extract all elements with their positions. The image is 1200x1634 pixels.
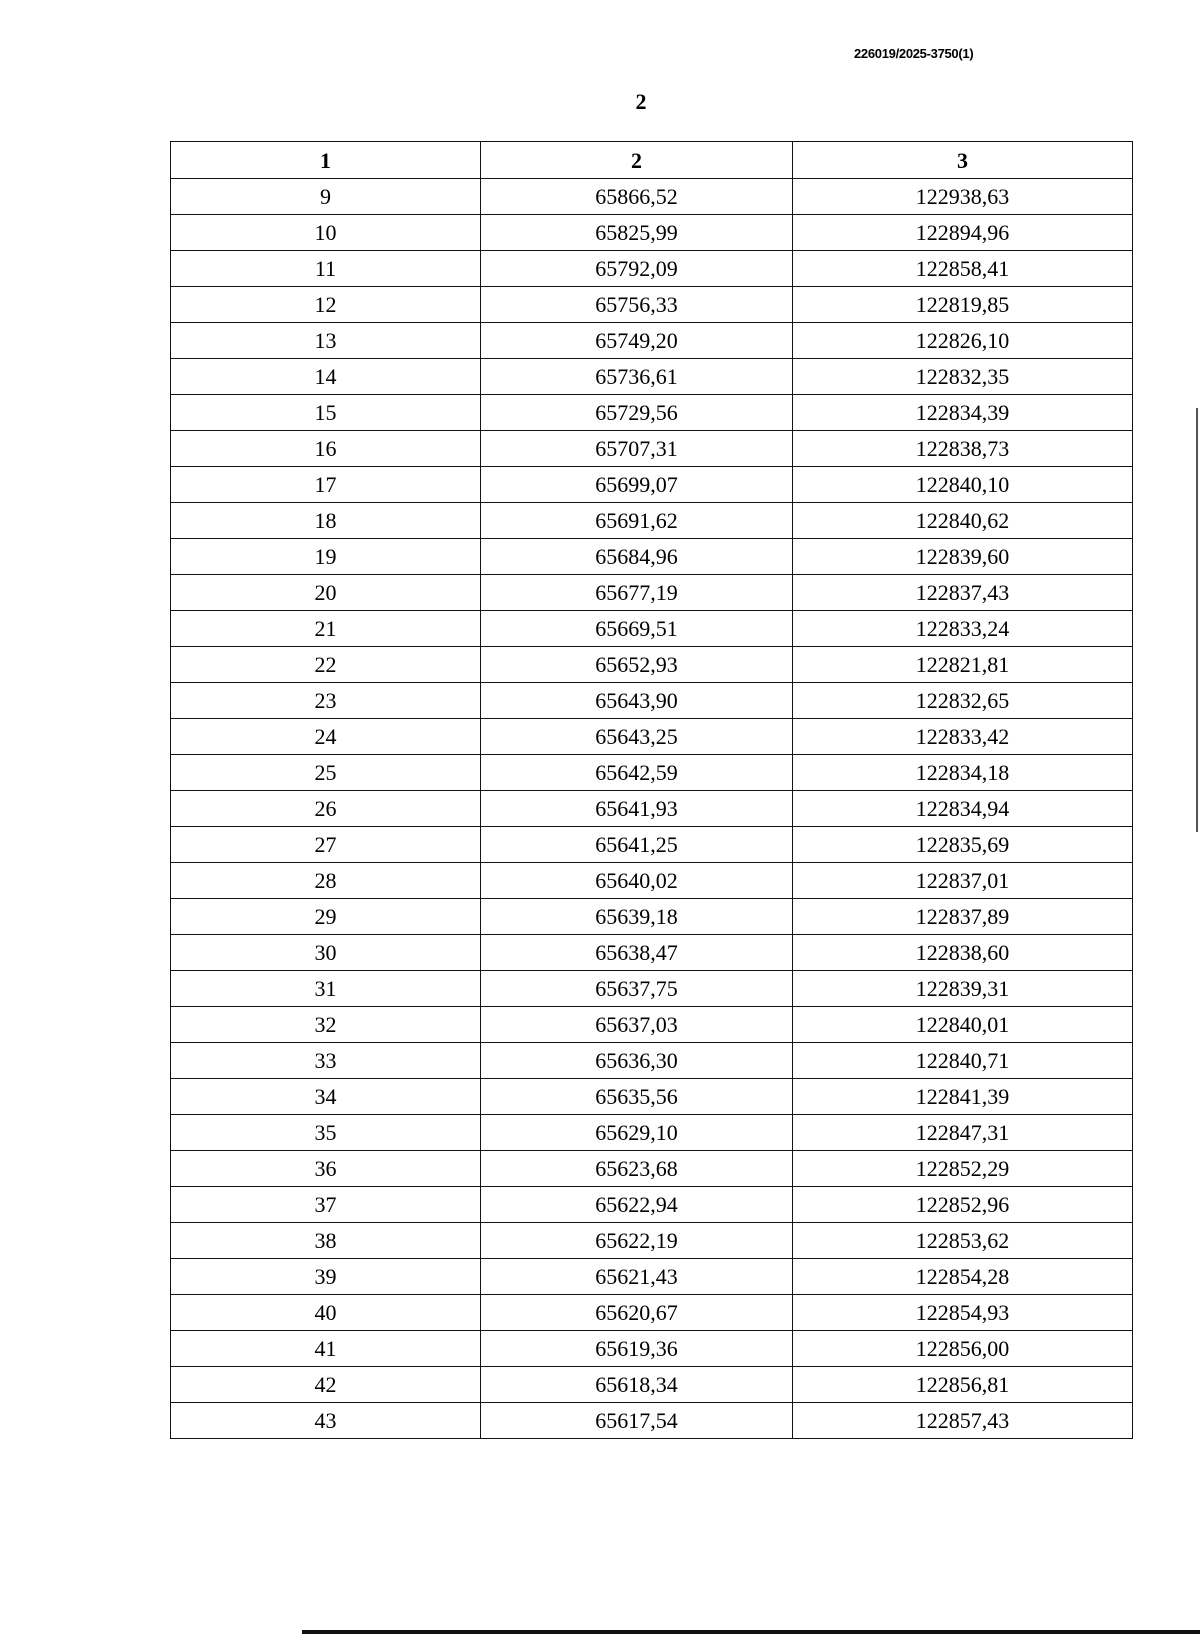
- table-cell-col-1: 13: [171, 323, 481, 359]
- table-cell-col-2: 65621,43: [481, 1259, 793, 1295]
- table-cell-col-1: 34: [171, 1079, 481, 1115]
- table-cell-col-2: 65643,25: [481, 719, 793, 755]
- table-row: [171, 1403, 1133, 1439]
- table-cell-col-3: 122826,10: [793, 323, 1133, 359]
- table-cell-col-1: 31: [171, 971, 481, 1007]
- table-cell-col-2: 65622,19: [481, 1223, 793, 1259]
- bottom-scan-line: [302, 1630, 1200, 1634]
- table-cell-col-2: 65636,30: [481, 1043, 793, 1079]
- table-cell-col-1: 16: [171, 431, 481, 467]
- table-row: [171, 971, 1133, 1007]
- table-cell-col-1: 39: [171, 1259, 481, 1295]
- margin-scan-line: [1196, 408, 1198, 832]
- table-cell-col-1: 43: [171, 1403, 481, 1439]
- table-cell-col-2: 65669,51: [481, 611, 793, 647]
- table-cell-col-2: 65639,18: [481, 899, 793, 935]
- table-cell-col-1: 26: [171, 791, 481, 827]
- table-cell-col-3: 122832,35: [793, 359, 1133, 395]
- table-cell-col-2: 65643,90: [481, 683, 793, 719]
- table-header-row: [171, 142, 1133, 179]
- table-cell-col-1: 28: [171, 863, 481, 899]
- table-cell-col-3: 122837,01: [793, 863, 1133, 899]
- table-row: [171, 1223, 1133, 1259]
- table-cell-col-3: 122834,94: [793, 791, 1133, 827]
- table-cell-col-2: 65641,25: [481, 827, 793, 863]
- table-cell-col-2: 65866,52: [481, 179, 793, 215]
- table-cell-col-3: 122857,43: [793, 1403, 1133, 1439]
- table-cell-col-1: 12: [171, 287, 481, 323]
- table-cell-col-1: 19: [171, 539, 481, 575]
- table-cell-col-3: 122840,10: [793, 467, 1133, 503]
- table-cell-col-3: 122841,39: [793, 1079, 1133, 1115]
- table-cell-col-2: 65677,19: [481, 575, 793, 611]
- table-cell-col-3: 122854,93: [793, 1295, 1133, 1331]
- table-cell-col-3: 122840,01: [793, 1007, 1133, 1043]
- table-row: [171, 359, 1133, 395]
- table-row: [171, 827, 1133, 863]
- table-cell-col-2: 65756,33: [481, 287, 793, 323]
- table-row: [171, 1115, 1133, 1151]
- table-cell-col-3: 122840,62: [793, 503, 1133, 539]
- table-row: [171, 935, 1133, 971]
- table-cell-col-3: 122833,42: [793, 719, 1133, 755]
- table-row: [171, 683, 1133, 719]
- table-row: [171, 1367, 1133, 1403]
- table-cell-col-1: 37: [171, 1187, 481, 1223]
- table-cell-col-3: 122837,43: [793, 575, 1133, 611]
- table-cell-col-1: 9: [171, 179, 481, 215]
- table-cell-col-1: 42: [171, 1367, 481, 1403]
- table-row: [171, 179, 1133, 215]
- table-row: [171, 1151, 1133, 1187]
- table-cell-col-3: 122833,24: [793, 611, 1133, 647]
- table-row: [171, 647, 1133, 683]
- table-row: [171, 215, 1133, 251]
- table-cell-col-2: 65619,36: [481, 1331, 793, 1367]
- table-row: [171, 611, 1133, 647]
- table-row: [171, 287, 1133, 323]
- table-row: [171, 503, 1133, 539]
- table-row: [171, 251, 1133, 287]
- table-cell-col-3: 122856,81: [793, 1367, 1133, 1403]
- table-cell-col-3: 122839,31: [793, 971, 1133, 1007]
- table-cell-col-1: 10: [171, 215, 481, 251]
- table-cell-col-1: 41: [171, 1331, 481, 1367]
- column-header-2: 2: [481, 142, 793, 179]
- table-cell-col-2: 65622,94: [481, 1187, 793, 1223]
- table-row: [171, 1187, 1133, 1223]
- table-cell-col-3: 122856,00: [793, 1331, 1133, 1367]
- table-cell-col-1: 32: [171, 1007, 481, 1043]
- table-row: [171, 575, 1133, 611]
- table-cell-col-1: 22: [171, 647, 481, 683]
- table-cell-col-2: 65618,34: [481, 1367, 793, 1403]
- table-cell-col-2: 65623,68: [481, 1151, 793, 1187]
- table-cell-col-3: 122819,85: [793, 287, 1133, 323]
- table-cell-col-2: 65617,54: [481, 1403, 793, 1439]
- table-cell-col-1: 36: [171, 1151, 481, 1187]
- table-cell-col-3: 122821,81: [793, 647, 1133, 683]
- table-row: [171, 755, 1133, 791]
- table-cell-col-1: 17: [171, 467, 481, 503]
- table-cell-col-2: 65707,31: [481, 431, 793, 467]
- table-cell-col-1: 14: [171, 359, 481, 395]
- table-body: [171, 179, 1133, 1439]
- table-cell-col-1: 24: [171, 719, 481, 755]
- table-cell-col-3: 122838,73: [793, 431, 1133, 467]
- table-row: [171, 1007, 1133, 1043]
- table-cell-col-3: 122839,60: [793, 539, 1133, 575]
- table-row: [171, 1079, 1133, 1115]
- table-cell-col-3: 122847,31: [793, 1115, 1133, 1151]
- table-cell-col-3: 122852,29: [793, 1151, 1133, 1187]
- table-cell-col-3: 122832,65: [793, 683, 1133, 719]
- table-cell-col-3: 122894,96: [793, 215, 1133, 251]
- table-cell-col-1: 18: [171, 503, 481, 539]
- table-cell-col-2: 65792,09: [481, 251, 793, 287]
- table-row: [171, 1259, 1133, 1295]
- table-cell-col-1: 40: [171, 1295, 481, 1331]
- table-cell-col-1: 29: [171, 899, 481, 935]
- table-row: [171, 791, 1133, 827]
- table-row: [171, 719, 1133, 755]
- table-cell-col-2: 65642,59: [481, 755, 793, 791]
- table-cell-col-2: 65652,93: [481, 647, 793, 683]
- table-cell-col-2: 65641,93: [481, 791, 793, 827]
- table-cell-col-2: 65637,03: [481, 1007, 793, 1043]
- page-number: 2: [635, 89, 647, 114]
- table-cell-col-2: 65640,02: [481, 863, 793, 899]
- table-cell-col-1: 35: [171, 1115, 481, 1151]
- table-cell-col-1: 30: [171, 935, 481, 971]
- table-cell-col-1: 38: [171, 1223, 481, 1259]
- document-number: 226019/2025-3750(1): [854, 46, 974, 61]
- column-header-1: 1: [171, 142, 481, 179]
- table-cell-col-1: 15: [171, 395, 481, 431]
- table-cell-col-3: 122837,89: [793, 899, 1133, 935]
- table-cell-col-1: 11: [171, 251, 481, 287]
- table-cell-col-3: 122834,39: [793, 395, 1133, 431]
- table-cell-col-3: 122858,41: [793, 251, 1133, 287]
- table-cell-col-1: 33: [171, 1043, 481, 1079]
- table-cell-col-2: 65638,47: [481, 935, 793, 971]
- table-cell-col-3: 122840,71: [793, 1043, 1133, 1079]
- table-row: [171, 467, 1133, 503]
- table-cell-col-1: 27: [171, 827, 481, 863]
- table-cell-col-3: 122838,60: [793, 935, 1133, 971]
- table-cell-col-2: 65691,62: [481, 503, 793, 539]
- table-cell-col-2: 65629,10: [481, 1115, 793, 1151]
- table-cell-col-2: 65749,20: [481, 323, 793, 359]
- table-row: [171, 899, 1133, 935]
- table-cell-col-2: 65699,07: [481, 467, 793, 503]
- coordinates-table: [170, 141, 1133, 1439]
- table-cell-col-1: 23: [171, 683, 481, 719]
- table-cell-col-2: 65729,56: [481, 395, 793, 431]
- table-cell-col-2: 65736,61: [481, 359, 793, 395]
- table-cell-col-2: 65684,96: [481, 539, 793, 575]
- table-cell-col-1: 21: [171, 611, 481, 647]
- table-row: [171, 1331, 1133, 1367]
- table-cell-col-1: 20: [171, 575, 481, 611]
- table-cell-col-3: 122834,18: [793, 755, 1133, 791]
- table-row: [171, 1043, 1133, 1079]
- table-cell-col-3: 122852,96: [793, 1187, 1133, 1223]
- table-cell-col-3: 122853,62: [793, 1223, 1133, 1259]
- table-cell-col-2: 65825,99: [481, 215, 793, 251]
- table-cell-col-2: 65637,75: [481, 971, 793, 1007]
- table-cell-col-2: 65620,67: [481, 1295, 793, 1331]
- table-cell-col-3: 122938,63: [793, 179, 1133, 215]
- table-header: [171, 142, 1133, 179]
- table-cell-col-3: 122854,28: [793, 1259, 1133, 1295]
- table-row: [171, 1295, 1133, 1331]
- table-row: [171, 539, 1133, 575]
- column-header-3: 3: [793, 142, 1133, 179]
- table-row: [171, 395, 1133, 431]
- table-cell-col-1: 25: [171, 755, 481, 791]
- table-cell-col-2: 65635,56: [481, 1079, 793, 1115]
- table-row: [171, 431, 1133, 467]
- table-row: [171, 863, 1133, 899]
- table-cell-col-3: 122835,69: [793, 827, 1133, 863]
- table-row: [171, 323, 1133, 359]
